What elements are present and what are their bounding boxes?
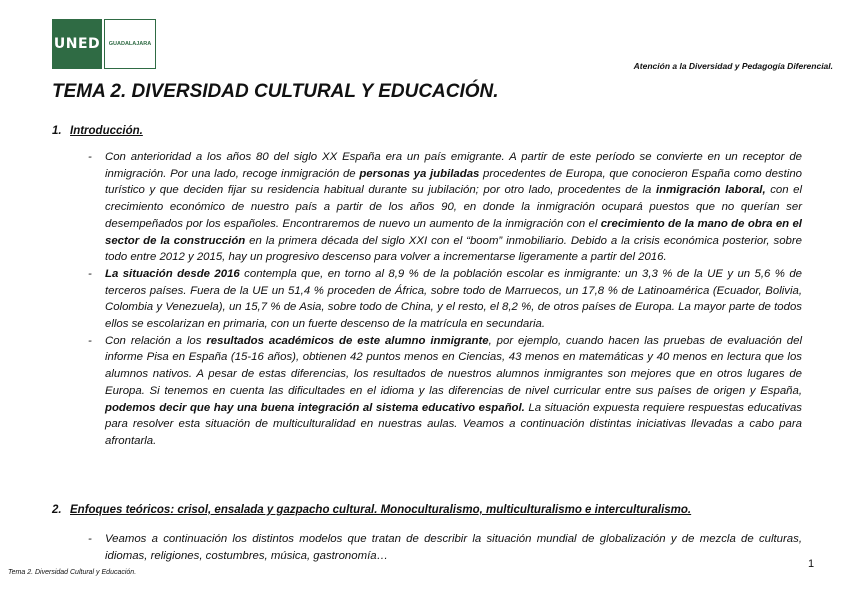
logo-guadalajara-mark: GUADALAJARA (104, 19, 156, 69)
bullet-item (88, 531, 802, 564)
bold-text: podemos decir que hay una buena integración al sistema educativo español. (105, 401, 525, 414)
page-number: 1 (808, 558, 815, 570)
section-title-1: Introducción. (70, 125, 143, 137)
text-run: con el crecimiento económico de nuestro país a partir de los años 90, en donde la inmigración ocupará puestos que no querían ser desempeñados por los españoles. Encontraremos de nuevo un aumento de la inmigración con el (105, 184, 803, 230)
section-number-1: 1. (52, 125, 62, 137)
bullet-dash: - (88, 151, 92, 163)
bullet-text (105, 335, 802, 447)
section-heading-1 (52, 125, 143, 137)
logo-uned-mark: UNED (52, 19, 102, 69)
bullet-item (88, 149, 802, 266)
bold-text: crecimiento de la mano de obra en el sector de la construcción (105, 217, 802, 247)
bullet-item (88, 333, 802, 450)
text-run: Con anterioridad a los años 80 del siglo XX España era un país emigrante. A partir de este período se convierte en un receptor de inmigración. Por una lado, recoge inmigración de (105, 151, 802, 180)
text-run: Veamos a continuación los distintos modelos que tratan de describir la situación mundial de globalización y de mezcla de culturas, idiomas, religiones, costumbres, música, gastronomía… (105, 533, 802, 562)
uned-logo (52, 19, 156, 69)
bullet-dash: - (88, 334, 92, 347)
text-run: procedentes de Europa, que conocieron España como destino turístico y que deciden fijar su residencia habitual durante su jubilación; por otro lado, procedentes de la (105, 167, 802, 197)
section-heading-2 (52, 504, 691, 516)
bold-text: personas ya jubiladas (359, 167, 480, 180)
bold-text: inmigración laboral, (655, 184, 766, 197)
bullet-text (105, 151, 802, 263)
bullet-item (88, 266, 802, 333)
bullet-text (105, 533, 802, 562)
section-title-2: Enfoques teóricos: crisol, ensalada y gazpacho cultural. Monoculturalismo, multiculturalismo e interculturalismo. (70, 504, 692, 516)
section-number-2: 2. (52, 504, 62, 516)
text-run: en la primera década del siglo XXI con el “boom” inmobiliario. Debido a la crisis económica posterior, sobre todo entre 2012 y 2015, hay un progresivo descenso para volver a incrementarse ligeramente a partir del 2016. (105, 234, 802, 264)
bullet-dash: - (88, 533, 92, 545)
header-course-title: Atención a la Diversidad y Pedagogía Diferencial. (633, 61, 833, 71)
section-1-bullet-list (88, 149, 802, 450)
page-title: TEMA 2. DIVERSIDAD CULTURAL Y EDUCACIÓN. (52, 81, 499, 102)
text-run: La situación expuesta requiere respuestas educativas para resolver esta situación de multiculturalidad en nuestras aulas. Veamos a continuación distintas iniciativas llevadas a cabo para afrontarla. (105, 401, 803, 447)
bold-text: La situación desde 2016 (105, 267, 240, 280)
section-2-bullet-list (88, 531, 802, 564)
bullet-text (105, 268, 802, 330)
bullet-dash: - (88, 267, 92, 280)
bold-text: resultados académicos de este alumno inmigrante (206, 334, 489, 347)
text-run: contempla que, en torno al 8,9 % de la población escolar es inmigrante: un 3,3 % de la UE y un 5,6 % de terceros países. Fuera de la UE un 51,4 % proceden de África, sobre todo de Marruecos, un 17,8 % de Latinoamérica (Ecuador, Bolivia, Colombia y Venezuela), un 15,7 % de Asia, sobre todo de China, y el resto, el 8,2 %, de otros países de Europa. La mayor parte de todos ellos se escolarizan en primaria, con un fuerte descenso de la matrícula en secundaria. (105, 267, 802, 331)
text-run: Con relación a los (105, 334, 207, 347)
footer-document-title: Tema 2. Diversidad Cultural y Educación. (8, 569, 137, 576)
text-run: , por ejemplo, cuando hacen las pruebas de evaluación del informe Pisa en España (15-16 años), obtienen 42 puntos menos en Ciencias, 43 menos en matemáticas y 40 menos en lectura que los alumnos nativos. A pesar de estas diferencias, los resultados de nuestros alumnos inmigrantes son mejores que en otros lugares de Europa. Si tenemos en cuenta las dificultades en el idioma y las diferencias de nivel curricular entre sus países de origen y España, (105, 334, 802, 397)
